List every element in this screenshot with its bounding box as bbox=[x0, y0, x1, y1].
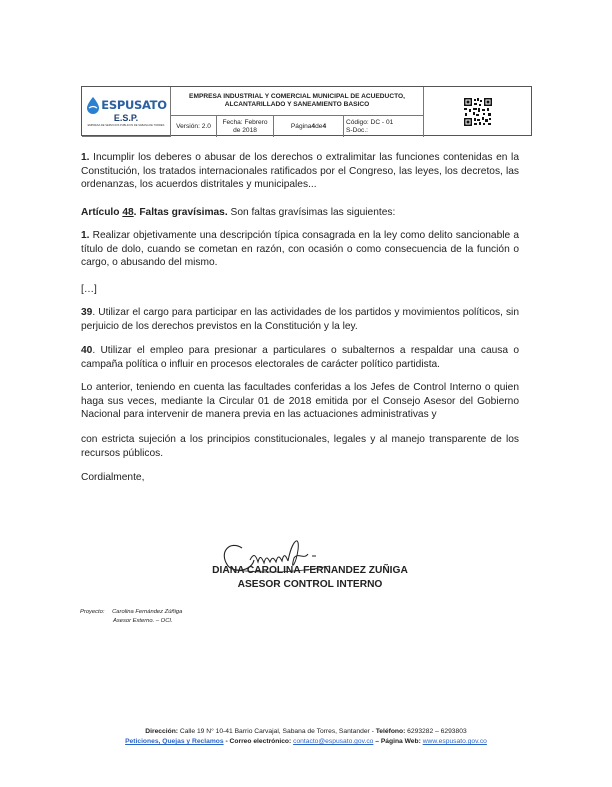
code-text: Código: DC - 01 bbox=[346, 118, 394, 126]
address-text: Calle 19 N° 10-41 Barrio Carvajal, Sabana de Torres, Santander - bbox=[178, 728, 376, 735]
paragraph-2 bbox=[81, 229, 519, 270]
page-label: Página bbox=[290, 122, 312, 130]
footer-address bbox=[60, 727, 552, 736]
ellipsis: […] bbox=[81, 284, 97, 295]
footer-contact bbox=[60, 737, 552, 746]
item-number: 40 bbox=[81, 345, 93, 356]
pqr-link[interactable]: Peticiones, Quejas y Reclamos bbox=[125, 738, 224, 745]
proyecto-block bbox=[80, 609, 182, 615]
article-number: 48 bbox=[122, 207, 134, 218]
item-number: 1. bbox=[81, 152, 90, 163]
phone-text: 6293282 – 6293803 bbox=[405, 728, 467, 735]
header-title: EMPRESA INDUSTRIAL Y COMERCIAL MUNICIPAL DE ACUEDUCTO, ALCANTARILLADO Y SANEAMIENTO BASICO bbox=[171, 87, 424, 116]
email-label: - Correo electrónico: bbox=[223, 738, 294, 745]
proyecto-name: Carolina Fernández Zúñiga bbox=[112, 609, 183, 615]
phone-label: Teléfono: bbox=[375, 728, 406, 735]
code-cell bbox=[344, 116, 424, 137]
water-drop-icon bbox=[85, 96, 101, 114]
paragraph-text: Incumplir los deberes o abusar de los derechos o extralimitar las funciones contenidas en la Constitución, los tratados internacionales ratificados por el Congreso, las leyes, los decretos, las ordenanzas, los acuerdos distritales y municipales... bbox=[81, 152, 519, 191]
web-link[interactable]: www.espusato.gov.co bbox=[422, 738, 487, 745]
article-heading bbox=[81, 206, 519, 220]
signer-role: ASESOR CONTROL INTERNO bbox=[237, 579, 383, 590]
paragraph-text: . Utilizar el cargo para participar en las actividades de los partidos y movimientos políticos, sin perjuicio de los derechos previstos en la Constitución y la ley. bbox=[81, 307, 519, 332]
version-cell: Versión: 2.0 bbox=[171, 116, 217, 137]
closing: Cordialmente, bbox=[81, 472, 145, 483]
page-total: 4 bbox=[322, 122, 327, 130]
address-label: Dirección: bbox=[145, 728, 178, 735]
article-prefix: Artículo bbox=[81, 207, 123, 218]
proyecto-label: Proyecto: bbox=[80, 609, 105, 615]
paragraph-40 bbox=[81, 344, 519, 371]
article-title: . Faltas gravísimas. bbox=[133, 207, 228, 218]
web-label: – Página Web: bbox=[373, 738, 423, 745]
paragraph-1 bbox=[81, 151, 519, 192]
sdoc-text: S-Doc.: bbox=[346, 126, 368, 134]
signer-name: DIANA CAROLINA FERNANDEZ ZUÑIGA bbox=[212, 565, 408, 576]
page-of: de bbox=[315, 122, 323, 130]
item-number: 39 bbox=[81, 307, 93, 318]
item-number: 1. bbox=[81, 230, 90, 241]
email-link[interactable]: contacto@espusato.gov.co bbox=[293, 738, 374, 745]
paragraph-39 bbox=[81, 306, 519, 333]
qr-code bbox=[424, 87, 531, 137]
logo-subtitle: EMPRESA DE SERVICIOS PUBLICOS DE SABANA DE TORRES bbox=[87, 124, 165, 127]
page-number: 4 bbox=[311, 122, 316, 130]
paragraph-text: . Utilizar el empleo para presionar a particulares o subalternos a respaldar una causa o campaña política o influir en procesos electorales de carácter político partidista. bbox=[81, 345, 519, 370]
paragraph-text: Realizar objetivamente una descripción típica consagrada en la ley como delito sancionable a título de dolo, cuando se cometan en razón, con ocasión o como consecuencia de la función o cargo, o abusando del mismo. bbox=[81, 230, 519, 269]
paragraph-sujecion: con estricta sujeción a los principios constitucionales, legales y al manejo transparente de los recursos públicos. bbox=[81, 434, 519, 459]
logo-name: ESPUSATO bbox=[101, 98, 167, 112]
logo-esp: E.S.P. bbox=[113, 113, 139, 123]
document-header bbox=[81, 86, 532, 136]
paragraph-lo-anterior: Lo anterior, teniendo en cuenta las facultades conferidas a los Jefes de Control Interno o quien haga sus veces, mediante la Circular 01 de 2018 emitida por el Consejo Asesor del Gobierno Nacional para intervenir de manera previa en las actuaciones administrativas y bbox=[81, 382, 519, 421]
date-cell: Fecha: Febrero de 2018 bbox=[217, 116, 274, 137]
proyecto-role: Asesor Externo. – OCI. bbox=[113, 618, 173, 624]
company-logo bbox=[82, 87, 171, 137]
qr-code-icon bbox=[463, 97, 493, 127]
article-text: Son faltas gravísimas las siguientes: bbox=[227, 207, 396, 218]
page-cell bbox=[274, 116, 344, 137]
